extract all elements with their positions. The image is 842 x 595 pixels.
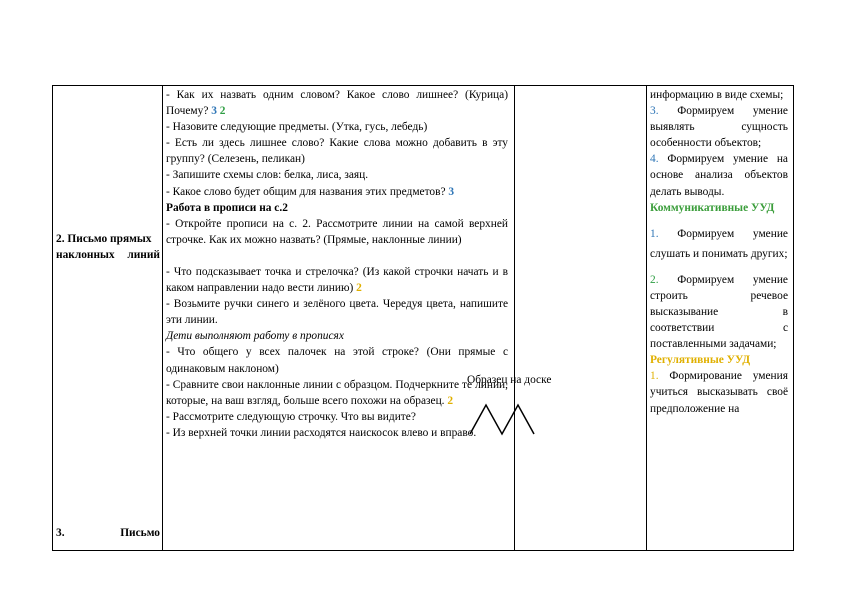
column-border: [52, 85, 53, 551]
activity-line: - Возьмите ручки синего и зелёного цвета. Чередуя цвета, напишите эти линии.: [166, 298, 508, 327]
regulatory-heading: Регулятивные УУД: [650, 354, 751, 367]
activity-column: [166, 87, 508, 441]
table-top-border: [52, 85, 794, 86]
activity-line: - Назовите следующие предметы. (Утка, гусь, лебедь): [166, 121, 428, 134]
activity-line: - Откройте прописи на с. 2. Рассмотрите линии на самой верхней строчке. Как их можно назвать? (Прямые, наклонные линии): [166, 217, 508, 246]
activity-line: - Сравните свои наклонные линии с образцом. Подчеркните те линии, которые, на ваш взгляд, больше всего похожи на образец. 2: [166, 378, 508, 407]
competency-item: 3. Формируем умение выявлять сущность особенности объектов;: [650, 105, 788, 150]
stage-2-title: 2. Письмо прямых наклонных линий: [56, 233, 160, 262]
communicative-heading: Коммуникативные УУД: [650, 201, 775, 214]
stage-column: [56, 87, 160, 539]
lesson-table: [52, 85, 794, 551]
table-bottom-border: [52, 550, 794, 551]
activity-line: - Запишите схемы слов: белка, лиса, заяц.: [166, 169, 369, 182]
column-border: [793, 85, 794, 551]
activity-line: - Что общего у всех палочек на этой строке? (Они прямые с одинаковым наклоном): [166, 346, 508, 375]
competency-item: 4. Формируем умение на основе анализа объектов делать выводы.: [650, 153, 788, 198]
stage-3-title: 3. Письмо: [56, 527, 160, 539]
column-border: [646, 85, 647, 551]
activity-line: - Какое слово будет общим для названия этих предметов? 3: [166, 185, 455, 198]
activity-line: - Что подсказывает точка и стрелочка? (Из какой строчки начать и в каком направлении надо вести линию) 2: [166, 265, 508, 295]
zigzag-sample-figure: [468, 402, 538, 436]
column-border: [514, 85, 515, 551]
section-heading: Работа в прописи на с.2: [166, 201, 288, 214]
competency-text: информацию в виде схемы;: [650, 89, 784, 101]
activity-line: - Рассмотрите следующую строчку. Что вы видите?: [166, 410, 416, 423]
activity-note: Дети выполняют работу в прописях: [166, 330, 344, 343]
activity-line: - Из верхней точки линии расходятся наискосок влево и вправо.: [166, 426, 477, 439]
competency-item: 1. Формирование умения учиться высказывать своё предположение на: [650, 370, 788, 415]
competencies-column: [650, 87, 788, 417]
column-border: [162, 85, 163, 551]
activity-line: - Есть ли здесь лишнее слово? Какие слова можно добавить в эту группу? (Селезень, пеликан): [166, 137, 508, 166]
competency-item: 2. Формируем умение строить речевое высказывание в соответствии с поставленными задачами;: [650, 273, 788, 351]
sample-label: Образец на доске: [467, 374, 552, 386]
activity-line: - Как их назвать одним словом? Какое слово лишнее? (Курица) Почему? 3 2: [166, 89, 508, 118]
competency-item: 1. Формируем умение слушать и понимать других;: [650, 227, 788, 260]
